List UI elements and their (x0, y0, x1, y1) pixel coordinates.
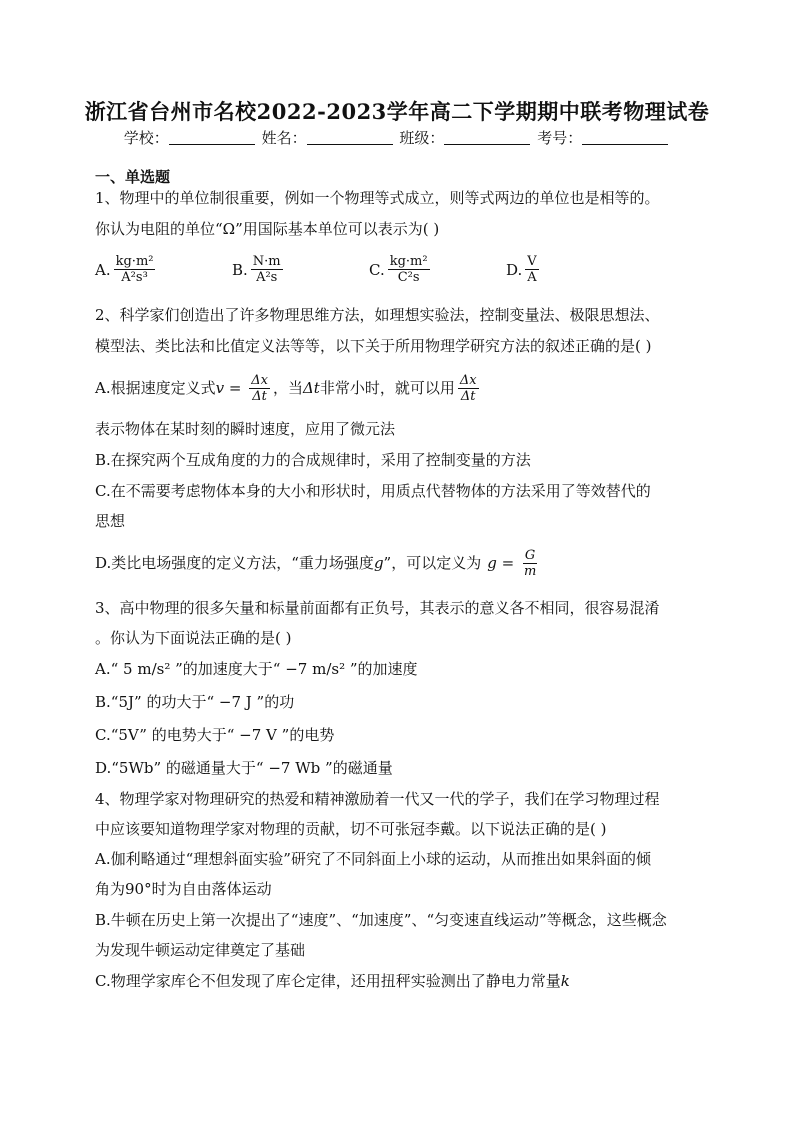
q3-stem-line1: 3、高中物理的很多矢量和标量前面都有正负号，其表示的意义各不相同，很容易混淆 (95, 599, 660, 617)
q1-option-d[interactable] (506, 254, 542, 285)
class-blank[interactable] (444, 130, 530, 145)
q4-option-a-line2: 角为90°时为自由落体运动 (95, 880, 272, 898)
q2-d-text: D.类比电场强度的定义方法，“重力场强度 (95, 554, 374, 572)
q2-stem-line2: 模型法、类比法和比值定义法等等，以下关于所用物理学研究方法的叙述正确的是( ) (95, 337, 652, 355)
q3-option-b[interactable]: B.“5J” 的功大于“ −7 J ”的功 (95, 693, 295, 711)
fraction (388, 254, 430, 285)
q4-option-a-line1[interactable]: A.伽利略通过“理想斜面实验”研究了不同斜面上小球的运动，从而推出如果斜面的倾 (95, 850, 651, 868)
fraction (251, 254, 283, 285)
class-label: 班级： (399, 129, 445, 147)
q2-a-text: 非常小时，就可以用 (319, 379, 455, 397)
q4-option-c[interactable] (95, 971, 705, 991)
q2-a-text: A.根据速度定义式 (95, 379, 216, 397)
q2-a-text: ，当 (272, 379, 303, 397)
fraction (522, 548, 538, 579)
q3-option-a[interactable]: A.“ 5 m/s² ”的加速度大于“ −7 m/s² ”的加速度 (95, 660, 418, 678)
q2-option-d[interactable] (95, 545, 705, 581)
numerator: kg·m² (389, 254, 428, 269)
velocity-symbol: v (215, 379, 225, 397)
numerator: kg·m² (115, 254, 154, 269)
q4-option-b-line1[interactable]: B.牛顿在历史上第一次提出了“速度”、“加速度”、“匀变速直线运动”等概念，这些概念 (95, 911, 667, 929)
name-blank[interactable] (307, 130, 393, 145)
q1-stem-line2: 你认为电阻的单位“Ω”用国际基本单位可以表示为( ) (95, 220, 440, 238)
q1-option-a[interactable] (95, 254, 232, 285)
option-label: C. (369, 260, 385, 279)
numerator: N·m (252, 254, 281, 269)
fraction (249, 373, 270, 404)
q2-option-a-line2: 表示物体在某时刻的瞬时速度，应用了微元法 (95, 420, 396, 438)
q1-option-c[interactable] (369, 254, 506, 285)
q1-stem-line1: 1、物理中的单位制很重要，例如一个物理等式成立，则等式两边的单位也是相等的。 (95, 189, 660, 207)
q2-option-c-line1[interactable]: C.在不需要考虑物体本身的大小和形状时，用质点代替物体的方法采用了等效替代的 (95, 482, 651, 500)
q2-stem-line1: 2、科学家们创造出了许多物理思维方法，如理想实验法，控制变量法、极限思想法、 (95, 306, 660, 324)
q1-option-b[interactable] (232, 254, 369, 285)
denominator: Δt (460, 388, 476, 404)
exam-number-label: 考号： (537, 129, 583, 147)
g-symbol: g (487, 554, 497, 572)
section-heading: 一、单选题 (95, 168, 171, 186)
q3-option-d[interactable]: D.“5Wb” 的磁通量大于“ −7 Wb ”的磁通量 (95, 759, 393, 777)
q2-option-c-line2: 思想 (95, 512, 126, 530)
q4-option-b-line2: 为发现牛顿运动定律奠定了基础 (95, 941, 306, 959)
option-label: A. (95, 260, 111, 279)
option-label: B. (232, 260, 248, 279)
q4-c-text: C.物理学家库仑不但发现了库仑定律，还用扭秤实验测出了静电力常量 (95, 972, 561, 990)
option-label: D. (506, 260, 523, 279)
q1-options (95, 254, 705, 285)
q4-stem-line2: 中应该要知道物理学家对物理的贡献，切不可张冠李戴。以下说法正确的是( ) (95, 820, 607, 838)
student-info-row (0, 127, 794, 148)
numerator: V (527, 254, 537, 269)
denominator: A (527, 270, 537, 285)
equals-sign: = (496, 554, 519, 572)
denominator: A²s (256, 270, 278, 285)
q2-d-text: ”，可以定义为 (383, 554, 482, 572)
denominator: Δt (252, 388, 267, 404)
equals-sign: = (224, 379, 247, 397)
exam-title: 浙江省台州市名校2022-2023学年高二下学期期中联考物理试卷 (84, 99, 710, 124)
denominator: C²s (397, 270, 420, 285)
numerator: Δx (251, 372, 268, 388)
g-symbol: g (373, 554, 384, 572)
school-label: 学校： (123, 129, 169, 147)
name-label: 姓名： (261, 129, 307, 147)
denominator: A²s³ (121, 270, 148, 285)
denominator: m (523, 563, 537, 579)
q4-stem-line1: 4、物理学家对物理研究的热爱和精神激励着一代又一代的学子，我们在学习物理过程 (95, 790, 660, 808)
q2-option-a[interactable] (95, 370, 705, 406)
k-symbol: k (560, 972, 570, 990)
numerator: G (524, 547, 536, 563)
delta-t-symbol: Δt (302, 379, 320, 397)
fraction (525, 254, 538, 285)
q3-stem-line2: 。你认为下面说法正确的是( ) (95, 629, 292, 647)
q2-option-b[interactable]: B.在探究两个互成角度的力的合成规律时，采用了控制变量的方法 (95, 451, 531, 469)
numerator: Δx (459, 372, 477, 388)
exam-number-blank[interactable] (582, 130, 668, 145)
q3-option-c[interactable]: C.“5V” 的电势大于“ −7 V ”的电势 (95, 726, 335, 744)
fraction (114, 254, 156, 285)
school-blank[interactable] (169, 130, 255, 145)
fraction (458, 373, 479, 404)
